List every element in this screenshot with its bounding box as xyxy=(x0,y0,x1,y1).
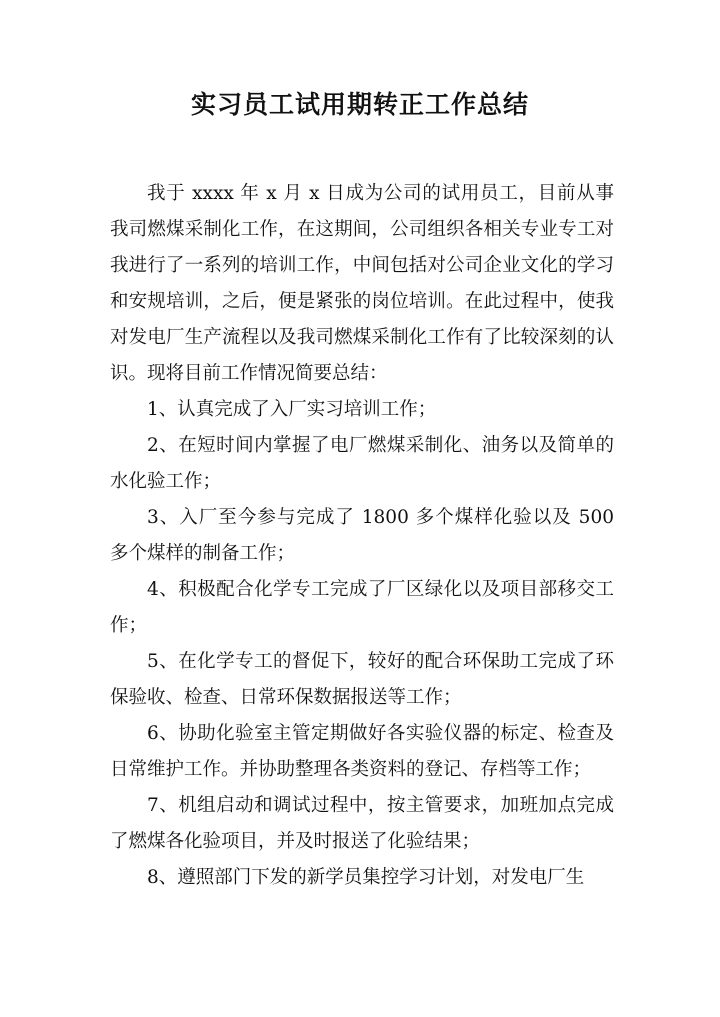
list-item-6: 6、协助化验室主管定期做好各实验仪器的标定、检查及日常维护工作。并协助整理各类资料的登记、存档等工作； xyxy=(110,723,614,780)
list-item-2: 2、在短时间内掌握了电厂燃煤采制化、油务以及简单的水化验工作； xyxy=(110,435,614,492)
list-item-8: 8、遵照部门下发的新学员集控学习计划，对发电厂生 xyxy=(147,867,585,888)
document-body xyxy=(110,176,614,896)
list-item-7: 7、机组启动和调试过程中，按主管要求，加班加点完成了燃煤各化验项目，并及时报送了化验结果； xyxy=(110,795,614,852)
list-item-4: 4、积极配合化学专工完成了厂区绿化以及项目部移交工作； xyxy=(110,579,614,636)
intro-paragraph: 我于 xxxx 年 x 月 x 日成为公司的试用员工，目前从事我司燃煤采制化工作，在这期间，公司组织各相关专业专工对我进行了一系列的培训工作，中间包括对公司企业文化的学习和安规培训，之后，便是紧张的岗位培训。在此过程中，使我对发电厂生产流程以及我司燃煤采制化工作有了比较深刻的认识。现将目前工作情况简要总结： xyxy=(110,183,614,384)
document-title: 实习员工试用期转正工作总结 xyxy=(190,90,529,119)
list-item-5: 5、在化学专工的督促下，较好的配合环保助工完成了环保验收、检查、日常环保数据报送等工作； xyxy=(110,651,614,708)
list-item-1: 1、认真完成了入厂实习培训工作； xyxy=(147,399,437,420)
list-item-3: 3、入厂至今参与完成了 1800 多个煤样化验以及 500 多个煤样的制备工作； xyxy=(110,507,614,564)
